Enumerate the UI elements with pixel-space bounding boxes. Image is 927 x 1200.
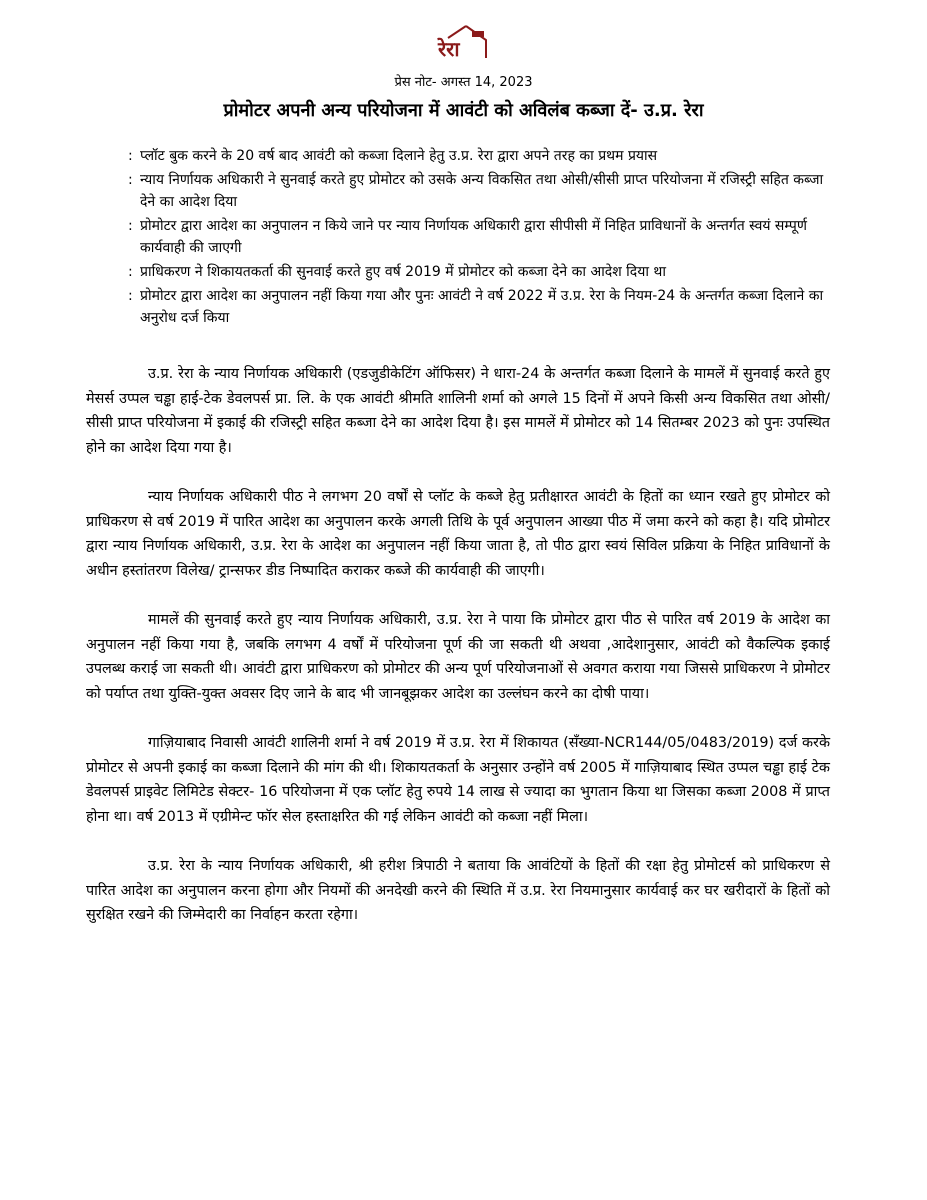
highlight-item	[128, 169, 828, 213]
highlight-text: प्लॉट बुक करने के 20 वर्ष बाद आवंटी को कब्जा दिलाने हेतु उ.प्र. रेरा द्वारा अपने तरह का प्रथम प्रयास	[140, 148, 658, 164]
body-paragraph: उ.प्र. रेरा के न्याय निर्णायक अधिकारी (एडजुडीकेटिंग ऑफिसर) ने धारा-24 के अन्तर्गत कब्जा दिलाने के मामलें में सुनवाई करते हुए मेसर्स उप्पल चड्ढा हाई-टेक डेवलपर्स प्रा. लि. के एक आवंटी श्रीमति शालिनी शर्मा को अगले 15 दिनों में अपने किसी अन्य विकसित तथा ओसी/सीसी प्राप्त परियोजना में इकाई की रजिस्ट्री सहित कब्जा देने का आदेश दिया है। इस मामलें में प्रोमोटर को 14 सितम्बर 2023 को पुनः उपस्थित होने का आदेश दिया गया है।	[86, 366, 830, 456]
highlight-text: न्याय निर्णायक अधिकारी ने सुनवाई करते हुए प्रोमोटर को उसके अन्य विकसित तथा ओसी/सीसी प्राप्त परियोजना में रजिस्ट्री सहित कब्जा देने का आदेश दिया	[140, 172, 824, 210]
bullet-marker: :	[128, 218, 133, 234]
highlight-item	[128, 215, 828, 259]
highlight-item	[128, 285, 828, 329]
highlight-text: प्रोमोटर द्वारा आदेश का अनुपालन नहीं किया गया और पुनः आवंटी ने वर्ष 2022 में उ.प्र. रेरा के नियम-24 के अन्तर्गत कब्जा दिलाने का अनुरोध दर्ज किया	[140, 288, 824, 326]
rera-logo-icon	[436, 22, 496, 62]
highlight-item	[128, 261, 828, 283]
body-paragraph: न्याय निर्णायक अधिकारी पीठ ने लगभग 20 वर्षों से प्लॉट के कब्जे हेतु प्रतीक्षारत आवंटी के हितों का ध्यान रखते हुए प्रोमोटर को प्राधिकरण से वर्ष 2019 में पारित आदेश का अनुपालन करके अगली तिथि के पूर्व अनुपालन आख्या पीठ में जमा करने को कहा है। यदि प्रोमोटर द्वारा न्याय निर्णायक अधिकारी, उ.प्र. रेरा के आदेश का अनुपालन नहीं किया जाता है, तो पीठ द्वारा स्वयं सिविल प्रक्रिया के निहित प्राविधानों के अधीन हस्तांतरण विलेख/ ट्रान्सफर डीड निष्पादित कराकर कब्जे की कार्यवाही की जाएगी।	[86, 489, 830, 579]
svg-text:रेरा: रेरा	[438, 37, 460, 61]
body-paragraph: उ.प्र. रेरा के न्याय निर्णायक अधिकारी, श्री हरीश त्रिपाठी ने बताया कि आवंटियों के हितों की रक्षा हेतु प्रोमोटर्स को प्राधिकरण से पारित आदेश का अनुपालन करना होगा और नियमों की अनदेखी करने की स्थिति में उ.प्र. रेरा नियमानुसार कार्यवाई कर घर खरीदारों के हितों को सुरक्षित रखने की जिम्मेदारी का निर्वाहन करता रहेगा।	[86, 858, 830, 923]
body-paragraph: मामलें की सुनवाई करते हुए न्याय निर्णायक अधिकारी, उ.प्र. रेरा ने पाया कि प्रोमोटर द्वारा पीठ से पारित वर्ष 2019 के आदेश का अनुपालन नहीं किया गया है, जबकि लगभग 4 वर्षों में परियोजना पूर्ण की जा सकती थी अथवा ,आदेशानुसार, आवंटी को वैकल्पिक इकाई उपलब्ध कराई जा सकती थी। आवंटी द्वारा प्राधिकरण को प्रोमोटर की अन्य पूर्ण परियोजनाओं से अवगत कराया गया जिससे प्राधिकरण ने प्रोमोटर को पर्याप्त तथा युक्ति-युक्त अवसर दिए जाने के बाद भी जानबूझकर आदेश का उल्लंघन करने का दोषी पाया।	[86, 612, 830, 702]
highlight-text: प्रोमोटर द्वारा आदेश का अनुपालन न किये जाने पर न्याय निर्णायक अधिकारी द्वारा सीपीसी में निहित प्राविधानों के अन्तर्गत स्वयं सम्पूर्ण कार्यवाही की जाएगी	[140, 218, 807, 256]
headline: प्रोमोटर अपनी अन्य परियोजना में आवंटी को अविलंब कब्जा दें- उ.प्र. रेरा	[223, 100, 704, 121]
body-text	[86, 362, 830, 953]
highlights-list	[128, 145, 828, 331]
bullet-marker: :	[128, 288, 133, 304]
rera-logo	[436, 22, 496, 62]
body-paragraph: गाज़ियाबाद निवासी आवंटी शालिनी शर्मा ने वर्ष 2019 में उ.प्र. रेरा में शिकायत (सँख्या-NCR144/05/0483/2019) दर्ज करके प्रोमोटर से अपनी इकाई का कब्जा दिलाने की मांग की थी। शिकायतकर्ता के अनुसार उन्होंने वर्ष 2005 में गाज़ियाबाद स्थित उप्पल चड्ढा हाई टेक डेवलपर्स प्राइवेट लिमिटेड सेक्टर- 16 परियोजना में एक प्लॉट हेतु रुपये 14 लाख से ज्यादा का भुगतान किया था जिसका कब्जा 2008 में प्राप्त होना था। वर्ष 2013 में एग्रीमेन्ट फॉर सेल हस्ताक्षरित की गई लेकिन आवंटी को कब्जा नहीं मिला।	[86, 735, 830, 825]
press-note-date: प्रेस नोट- अगस्त 14, 2023	[394, 75, 533, 90]
bullet-marker: :	[128, 172, 133, 188]
bullet-marker: :	[128, 148, 133, 164]
highlight-item	[128, 145, 828, 167]
bullet-marker: :	[128, 264, 133, 280]
highlight-text: प्राधिकरण ने शिकायतकर्ता की सुनवाई करते हुए वर्ष 2019 में प्रोमोटर को कब्जा देने का आदेश दिया था	[140, 264, 667, 280]
